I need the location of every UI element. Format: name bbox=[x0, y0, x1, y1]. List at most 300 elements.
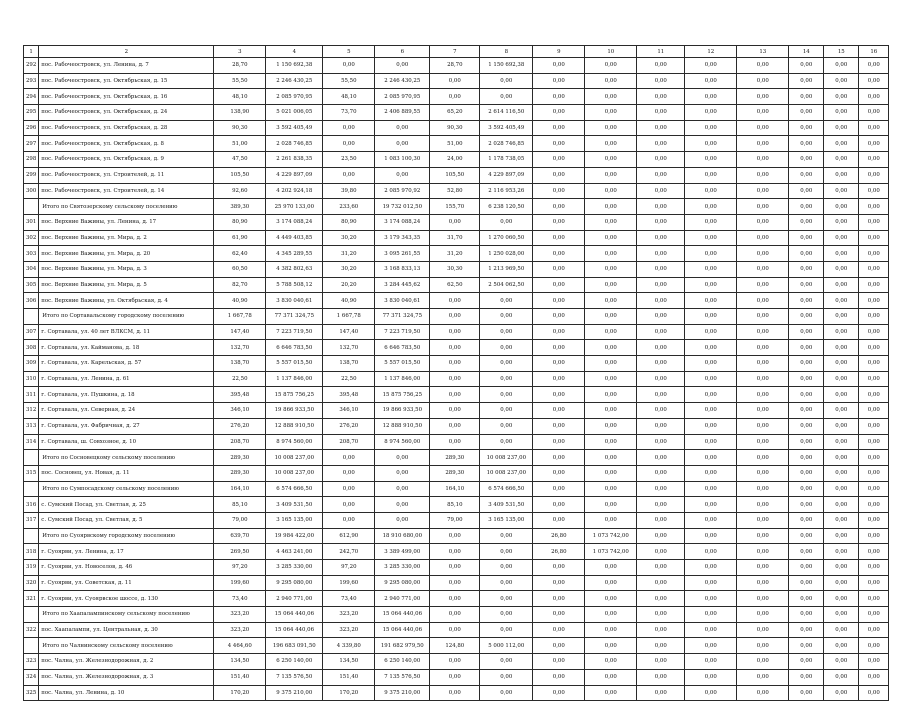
value-cell: 0,00 bbox=[585, 73, 637, 89]
address-cell: пос. Верхние Важины, ул. Октябрьская, д. 4 bbox=[39, 293, 214, 309]
value-cell: 0,00 bbox=[824, 418, 859, 434]
value-cell: 0,00 bbox=[585, 403, 637, 419]
column-number-cell: 16 bbox=[859, 46, 889, 58]
value-cell: 0,00 bbox=[585, 418, 637, 434]
value-cell: 0,00 bbox=[789, 230, 824, 246]
value-cell: 105,50 bbox=[430, 167, 480, 183]
row-number-cell bbox=[24, 481, 39, 497]
value-cell: 0,00 bbox=[533, 356, 585, 372]
value-cell: 7 135 576,50 bbox=[266, 669, 323, 685]
address-cell: г. Сортавала, ш. Совхозное, д. 10 bbox=[39, 434, 214, 450]
row-number-cell bbox=[24, 199, 39, 215]
address-cell: пос. Рабочеостровск, ул. Октябрьская, д. 24 bbox=[39, 105, 214, 121]
value-cell: 0,00 bbox=[430, 309, 480, 325]
row-number-cell: 308 bbox=[24, 340, 39, 356]
table-row bbox=[24, 167, 889, 183]
table-row bbox=[24, 58, 889, 74]
value-cell: 0,00 bbox=[480, 607, 533, 623]
value-cell: 0,00 bbox=[737, 58, 789, 74]
row-number-cell: 293 bbox=[24, 73, 39, 89]
value-cell: 0,00 bbox=[737, 575, 789, 591]
value-cell: 0,00 bbox=[685, 136, 737, 152]
value-cell: 0,00 bbox=[533, 403, 585, 419]
value-cell: 0,00 bbox=[824, 528, 859, 544]
value-cell: 0,00 bbox=[685, 371, 737, 387]
value-cell: 138,70 bbox=[323, 356, 375, 372]
value-cell: 0,00 bbox=[789, 434, 824, 450]
value-cell: 196 683 091,50 bbox=[266, 638, 323, 654]
value-cell: 4 229 897,09 bbox=[480, 167, 533, 183]
value-cell: 0,00 bbox=[533, 607, 585, 623]
column-number-cell: 1 bbox=[24, 46, 39, 58]
value-cell: 1 667,78 bbox=[214, 309, 266, 325]
row-number-cell: 315 bbox=[24, 465, 39, 481]
value-cell: 0,00 bbox=[430, 214, 480, 230]
value-cell: 4 463 241,00 bbox=[266, 544, 323, 560]
value-cell: 0,00 bbox=[789, 387, 824, 403]
value-cell: 395,48 bbox=[323, 387, 375, 403]
table-row bbox=[24, 105, 889, 121]
value-cell: 0,00 bbox=[480, 622, 533, 638]
value-cell: 0,00 bbox=[585, 230, 637, 246]
value-cell: 0,00 bbox=[737, 607, 789, 623]
row-number-cell: 324 bbox=[24, 669, 39, 685]
value-cell: 5 000 112,00 bbox=[480, 638, 533, 654]
value-cell: 0,00 bbox=[824, 560, 859, 576]
value-cell: 0,00 bbox=[824, 654, 859, 670]
value-cell: 0,00 bbox=[737, 544, 789, 560]
column-number-cell: 2 bbox=[39, 46, 214, 58]
value-cell: 0,00 bbox=[859, 387, 889, 403]
value-cell: 18 910 680,00 bbox=[375, 528, 430, 544]
value-cell: 0,00 bbox=[637, 230, 685, 246]
value-cell: 3 592 405,49 bbox=[266, 120, 323, 136]
value-cell: 0,00 bbox=[859, 638, 889, 654]
value-cell: 0,00 bbox=[685, 560, 737, 576]
value-cell: 0,00 bbox=[637, 387, 685, 403]
value-cell: 0,00 bbox=[824, 481, 859, 497]
value-cell: 0,00 bbox=[685, 58, 737, 74]
address-cell: пос. Хаапалампи, ул. Центральная, д. 30 bbox=[39, 622, 214, 638]
value-cell: 28,70 bbox=[430, 58, 480, 74]
value-cell: 90,30 bbox=[430, 120, 480, 136]
value-cell: 0,00 bbox=[637, 638, 685, 654]
value-cell: 132,70 bbox=[214, 340, 266, 356]
value-cell: 1 073 742,00 bbox=[585, 544, 637, 560]
value-cell: 0,00 bbox=[859, 654, 889, 670]
value-cell: 6 250 140,00 bbox=[375, 654, 430, 670]
value-cell: 25 970 133,00 bbox=[266, 199, 323, 215]
table-row bbox=[24, 560, 889, 576]
value-cell: 0,00 bbox=[789, 450, 824, 466]
value-cell: 0,00 bbox=[685, 544, 737, 560]
value-cell: 0,00 bbox=[585, 277, 637, 293]
value-cell: 0,00 bbox=[789, 167, 824, 183]
address-cell: г. Сортавала, ул. Фабричная, д. 27 bbox=[39, 418, 214, 434]
row-number-cell: 294 bbox=[24, 89, 39, 105]
value-cell: 0,00 bbox=[824, 73, 859, 89]
value-cell: 15 064 440,06 bbox=[266, 607, 323, 623]
value-cell: 346,10 bbox=[323, 403, 375, 419]
value-cell: 0,00 bbox=[737, 183, 789, 199]
value-cell: 0,00 bbox=[685, 481, 737, 497]
value-cell: 164,10 bbox=[214, 481, 266, 497]
value-cell: 0,00 bbox=[430, 387, 480, 403]
row-number-cell: 318 bbox=[24, 544, 39, 560]
value-cell: 0,00 bbox=[859, 560, 889, 576]
value-cell: 0,00 bbox=[430, 622, 480, 638]
value-cell: 0,00 bbox=[789, 136, 824, 152]
address-cell: Итого по Святозерскому сельскому поселению bbox=[39, 199, 214, 215]
value-cell: 0,00 bbox=[585, 654, 637, 670]
value-cell: 0,00 bbox=[824, 575, 859, 591]
value-cell: 6 574 666,50 bbox=[266, 481, 323, 497]
value-cell: 0,00 bbox=[533, 105, 585, 121]
address-cell: пос. Верхние Важины, ул. Ленина, д. 17 bbox=[39, 214, 214, 230]
table-row bbox=[24, 152, 889, 168]
value-cell: 0,00 bbox=[430, 607, 480, 623]
value-cell: 1 213 969,50 bbox=[480, 261, 533, 277]
value-cell: 1 178 738,05 bbox=[480, 152, 533, 168]
row-number-cell: 319 bbox=[24, 560, 39, 576]
value-cell: 0,00 bbox=[789, 669, 824, 685]
value-cell: 15 064 440,06 bbox=[266, 622, 323, 638]
row-number-cell: 310 bbox=[24, 371, 39, 387]
value-cell: 0,00 bbox=[585, 371, 637, 387]
value-cell: 0,00 bbox=[323, 450, 375, 466]
value-cell: 0,00 bbox=[789, 638, 824, 654]
value-cell: 0,00 bbox=[737, 387, 789, 403]
value-cell: 0,00 bbox=[824, 183, 859, 199]
value-cell: 2 028 746,85 bbox=[266, 136, 323, 152]
value-cell: 0,00 bbox=[430, 434, 480, 450]
value-cell: 3 830 040,61 bbox=[266, 293, 323, 309]
value-cell: 0,00 bbox=[480, 591, 533, 607]
value-cell: 6 646 783,50 bbox=[375, 340, 430, 356]
value-cell: 0,00 bbox=[585, 293, 637, 309]
value-cell: 0,00 bbox=[824, 465, 859, 481]
address-cell: пос. Рабочеостровск, ул. Строителей, д. 14 bbox=[39, 183, 214, 199]
value-cell: 77 371 324,75 bbox=[375, 309, 430, 325]
value-cell: 0,00 bbox=[685, 89, 737, 105]
value-cell: 20,20 bbox=[323, 277, 375, 293]
row-number-cell: 295 bbox=[24, 105, 39, 121]
value-cell: 0,00 bbox=[685, 654, 737, 670]
value-cell: 0,00 bbox=[789, 403, 824, 419]
value-cell: 9 375 210,00 bbox=[266, 685, 323, 701]
value-cell: 5 021 006,05 bbox=[266, 105, 323, 121]
value-cell: 0,00 bbox=[430, 324, 480, 340]
value-cell: 0,00 bbox=[585, 136, 637, 152]
value-cell: 0,00 bbox=[824, 277, 859, 293]
value-cell: 0,00 bbox=[585, 89, 637, 105]
table-row bbox=[24, 497, 889, 513]
value-cell: 10 008 237,00 bbox=[266, 450, 323, 466]
table-row bbox=[24, 324, 889, 340]
value-cell: 323,20 bbox=[323, 622, 375, 638]
value-cell: 2 116 953,26 bbox=[480, 183, 533, 199]
value-cell: 0,00 bbox=[685, 309, 737, 325]
value-cell: 3 409 531,50 bbox=[480, 497, 533, 513]
value-cell: 0,00 bbox=[824, 167, 859, 183]
value-cell: 0,00 bbox=[859, 214, 889, 230]
value-cell: 0,00 bbox=[824, 387, 859, 403]
value-cell: 0,00 bbox=[859, 418, 889, 434]
value-cell: 0,00 bbox=[637, 669, 685, 685]
value-cell: 0,00 bbox=[375, 120, 430, 136]
value-cell: 0,00 bbox=[533, 89, 585, 105]
value-cell: 0,00 bbox=[533, 183, 585, 199]
value-cell: 3 285 330,00 bbox=[375, 560, 430, 576]
value-cell: 2 940 771,00 bbox=[375, 591, 430, 607]
row-number-cell: 296 bbox=[24, 120, 39, 136]
value-cell: 40,90 bbox=[214, 293, 266, 309]
value-cell: 0,00 bbox=[480, 324, 533, 340]
value-cell: 105,50 bbox=[214, 167, 266, 183]
row-number-cell: 314 bbox=[24, 434, 39, 450]
value-cell: 0,00 bbox=[430, 575, 480, 591]
table-row bbox=[24, 465, 889, 481]
address-cell: пос. Верхние Важины, ул. Мира, д. 20 bbox=[39, 246, 214, 262]
value-cell: 0,00 bbox=[685, 199, 737, 215]
value-cell: 0,00 bbox=[585, 497, 637, 513]
subtotal-row bbox=[24, 607, 889, 623]
value-cell: 0,00 bbox=[824, 669, 859, 685]
value-cell: 0,00 bbox=[789, 58, 824, 74]
value-cell: 323,20 bbox=[214, 607, 266, 623]
value-cell: 0,00 bbox=[824, 638, 859, 654]
table-row bbox=[24, 544, 889, 560]
value-cell: 2 085 970,95 bbox=[375, 89, 430, 105]
value-cell: 0,00 bbox=[737, 685, 789, 701]
value-cell: 0,00 bbox=[430, 340, 480, 356]
row-number-cell: 316 bbox=[24, 497, 39, 513]
value-cell: 19 732 012,50 bbox=[375, 199, 430, 215]
value-cell: 0,00 bbox=[430, 591, 480, 607]
value-cell: 0,00 bbox=[585, 199, 637, 215]
value-cell: 0,00 bbox=[637, 544, 685, 560]
value-cell: 28,70 bbox=[214, 58, 266, 74]
value-cell: 0,00 bbox=[533, 120, 585, 136]
value-cell: 0,00 bbox=[859, 73, 889, 89]
value-cell: 0,00 bbox=[480, 403, 533, 419]
value-cell: 0,00 bbox=[859, 261, 889, 277]
value-cell: 0,00 bbox=[375, 497, 430, 513]
value-cell: 3 592 405,49 bbox=[480, 120, 533, 136]
value-cell: 97,20 bbox=[323, 560, 375, 576]
address-cell: пос. Чална, ул. Ленина, д. 10 bbox=[39, 685, 214, 701]
value-cell: 0,00 bbox=[824, 89, 859, 105]
value-cell: 0,00 bbox=[637, 497, 685, 513]
value-cell: 0,00 bbox=[789, 183, 824, 199]
value-cell: 0,00 bbox=[789, 544, 824, 560]
value-cell: 0,00 bbox=[789, 105, 824, 121]
table-row bbox=[24, 685, 889, 701]
address-cell: пос. Рабочеостровск, ул. Октябрьская, д. 16 bbox=[39, 89, 214, 105]
table-row bbox=[24, 230, 889, 246]
table-row bbox=[24, 73, 889, 89]
value-cell: 31,70 bbox=[430, 230, 480, 246]
value-cell: 0,00 bbox=[859, 465, 889, 481]
value-cell: 0,00 bbox=[637, 89, 685, 105]
value-cell: 2 246 430,25 bbox=[266, 73, 323, 89]
value-cell: 0,00 bbox=[375, 450, 430, 466]
table-row bbox=[24, 512, 889, 528]
value-cell: 0,00 bbox=[789, 497, 824, 513]
value-cell: 1 270 060,50 bbox=[480, 230, 533, 246]
value-cell: 15 064 440,06 bbox=[375, 622, 430, 638]
value-cell: 0,00 bbox=[859, 669, 889, 685]
table-row bbox=[24, 356, 889, 372]
value-cell: 147,40 bbox=[214, 324, 266, 340]
value-cell: 0,00 bbox=[533, 309, 585, 325]
value-cell: 0,00 bbox=[585, 120, 637, 136]
value-cell: 1 083 100,30 bbox=[375, 152, 430, 168]
value-cell: 0,00 bbox=[737, 246, 789, 262]
value-cell: 8 974 560,00 bbox=[375, 434, 430, 450]
value-cell: 0,00 bbox=[685, 324, 737, 340]
value-cell: 73,70 bbox=[323, 105, 375, 121]
value-cell: 0,00 bbox=[637, 214, 685, 230]
value-cell: 199,60 bbox=[214, 575, 266, 591]
value-cell: 0,00 bbox=[637, 340, 685, 356]
value-cell: 0,00 bbox=[685, 607, 737, 623]
value-cell: 132,70 bbox=[323, 340, 375, 356]
value-cell: 1 073 742,00 bbox=[585, 528, 637, 544]
value-cell: 0,00 bbox=[480, 528, 533, 544]
value-cell: 6 646 783,50 bbox=[266, 340, 323, 356]
value-cell: 0,00 bbox=[585, 261, 637, 277]
value-cell: 0,00 bbox=[789, 371, 824, 387]
value-cell: 6 250 140,00 bbox=[266, 654, 323, 670]
value-cell: 85,10 bbox=[430, 497, 480, 513]
row-number-cell bbox=[24, 607, 39, 623]
value-cell: 0,00 bbox=[824, 591, 859, 607]
value-cell: 0,00 bbox=[824, 309, 859, 325]
value-cell: 0,00 bbox=[430, 356, 480, 372]
value-cell: 26,80 bbox=[533, 528, 585, 544]
value-cell: 0,00 bbox=[824, 199, 859, 215]
value-cell: 0,00 bbox=[737, 214, 789, 230]
value-cell: 0,00 bbox=[585, 465, 637, 481]
value-cell: 0,00 bbox=[789, 293, 824, 309]
value-cell: 0,00 bbox=[737, 261, 789, 277]
value-cell: 0,00 bbox=[533, 465, 585, 481]
value-cell: 12 888 910,50 bbox=[266, 418, 323, 434]
value-cell: 0,00 bbox=[859, 199, 889, 215]
value-cell: 0,00 bbox=[824, 324, 859, 340]
value-cell: 3 165 135,00 bbox=[480, 512, 533, 528]
value-cell: 0,00 bbox=[637, 591, 685, 607]
value-cell: 0,00 bbox=[430, 293, 480, 309]
address-cell: пос. Чална, ул. Железнодорожная, д. 2 bbox=[39, 654, 214, 670]
row-number-cell bbox=[24, 638, 39, 654]
address-cell: г. Суоярви, ул. Ленина, д. 17 bbox=[39, 544, 214, 560]
table-row bbox=[24, 340, 889, 356]
value-cell: 0,00 bbox=[737, 371, 789, 387]
column-number-cell: 6 bbox=[375, 46, 430, 58]
value-cell: 0,00 bbox=[430, 89, 480, 105]
subtotal-row bbox=[24, 199, 889, 215]
value-cell: 10 008 237,00 bbox=[480, 465, 533, 481]
value-cell: 0,00 bbox=[859, 309, 889, 325]
value-cell: 0,00 bbox=[737, 120, 789, 136]
value-cell: 0,00 bbox=[533, 58, 585, 74]
value-cell: 0,00 bbox=[533, 167, 585, 183]
row-number-cell: 292 bbox=[24, 58, 39, 74]
value-cell: 61,90 bbox=[214, 230, 266, 246]
value-cell: 0,00 bbox=[824, 230, 859, 246]
value-cell: 0,00 bbox=[685, 403, 737, 419]
value-cell: 3 284 445,62 bbox=[375, 277, 430, 293]
value-cell: 0,00 bbox=[737, 450, 789, 466]
value-cell: 0,00 bbox=[480, 214, 533, 230]
value-cell: 0,00 bbox=[685, 293, 737, 309]
value-cell: 6 238 120,50 bbox=[480, 199, 533, 215]
value-cell: 0,00 bbox=[480, 560, 533, 576]
value-cell: 151,40 bbox=[214, 669, 266, 685]
column-number-cell: 3 bbox=[214, 46, 266, 58]
value-cell: 0,00 bbox=[737, 293, 789, 309]
value-cell: 0,00 bbox=[430, 685, 480, 701]
value-cell: 2 246 430,25 bbox=[375, 73, 430, 89]
value-cell: 82,70 bbox=[214, 277, 266, 293]
value-cell: 1 137 846,00 bbox=[375, 371, 430, 387]
value-cell: 0,00 bbox=[789, 152, 824, 168]
value-cell: 323,20 bbox=[214, 622, 266, 638]
value-cell: 40,90 bbox=[323, 293, 375, 309]
value-cell: 0,00 bbox=[533, 638, 585, 654]
value-cell: 0,00 bbox=[637, 465, 685, 481]
value-cell: 0,00 bbox=[789, 528, 824, 544]
table-row bbox=[24, 622, 889, 638]
value-cell: 0,00 bbox=[585, 575, 637, 591]
value-cell: 1 150 692,38 bbox=[480, 58, 533, 74]
value-cell: 0,00 bbox=[685, 167, 737, 183]
value-cell: 0,00 bbox=[585, 152, 637, 168]
row-number-cell: 297 bbox=[24, 136, 39, 152]
value-cell: 0,00 bbox=[323, 481, 375, 497]
value-cell: 0,00 bbox=[859, 622, 889, 638]
value-cell: 289,30 bbox=[214, 465, 266, 481]
value-cell: 0,00 bbox=[824, 214, 859, 230]
value-cell: 0,00 bbox=[533, 324, 585, 340]
value-cell: 0,00 bbox=[685, 277, 737, 293]
value-cell: 1 150 692,38 bbox=[266, 58, 323, 74]
value-cell: 0,00 bbox=[533, 481, 585, 497]
column-number-cell: 4 bbox=[266, 46, 323, 58]
value-cell: 0,00 bbox=[585, 560, 637, 576]
value-cell: 0,00 bbox=[585, 638, 637, 654]
value-cell: 0,00 bbox=[789, 575, 824, 591]
address-cell: пос. Верхние Важины, ул. Мира, д. 3 bbox=[39, 261, 214, 277]
value-cell: 2 028 746,85 bbox=[480, 136, 533, 152]
value-cell: 639,70 bbox=[214, 528, 266, 544]
value-cell: 0,00 bbox=[637, 167, 685, 183]
value-cell: 0,00 bbox=[585, 58, 637, 74]
table-row bbox=[24, 183, 889, 199]
value-cell: 0,00 bbox=[824, 434, 859, 450]
value-cell: 134,50 bbox=[323, 654, 375, 670]
value-cell: 0,00 bbox=[737, 105, 789, 121]
column-number-row bbox=[24, 46, 889, 58]
value-cell: 0,00 bbox=[685, 465, 737, 481]
value-cell: 0,00 bbox=[737, 340, 789, 356]
value-cell: 0,00 bbox=[737, 465, 789, 481]
value-cell: 7 223 719,50 bbox=[266, 324, 323, 340]
value-cell: 31,20 bbox=[323, 246, 375, 262]
value-cell: 0,00 bbox=[480, 73, 533, 89]
